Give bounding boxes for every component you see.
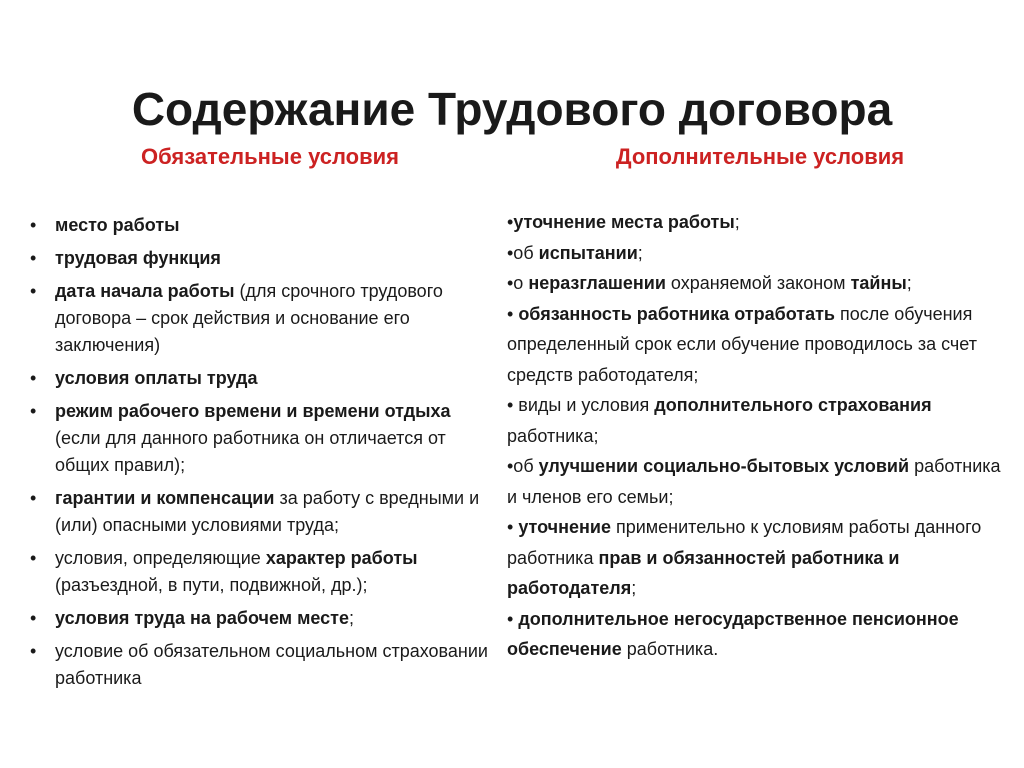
mandatory-conditions-heading: Обязательные условия	[141, 144, 399, 169]
additional-conditions-list	[507, 207, 1007, 665]
text: • виды и условия	[507, 395, 655, 415]
bold-text: характер работы	[265, 548, 418, 568]
text: •об	[507, 242, 539, 263]
bullet-icon: •	[30, 248, 37, 268]
bold-text: режим рабочего времени и времени отдыха	[55, 401, 451, 421]
list-item	[28, 398, 498, 479]
text: •	[507, 517, 519, 537]
bold-text: улучшении социально-бытовых условий	[538, 456, 910, 476]
bold-text: неразглашении	[528, 273, 666, 293]
text: условия, определяющие	[55, 548, 266, 568]
text: •	[507, 212, 514, 232]
text: ;	[349, 608, 355, 628]
text: •	[507, 608, 519, 629]
bullet-icon: •	[30, 215, 37, 235]
bullet-icon: •	[30, 641, 37, 661]
bold-text: место работы	[55, 215, 180, 235]
bold-text: уточнение	[518, 517, 611, 537]
list-item	[28, 545, 498, 599]
text: (если для данного работника он отличается от общих правил);	[55, 428, 446, 475]
bold-text: испытании	[538, 242, 638, 263]
list-item	[28, 212, 498, 239]
list-item	[507, 238, 1007, 269]
text: работника.	[621, 639, 719, 659]
bold-text: обязанность работника отработать	[518, 303, 835, 324]
bullet-icon: •	[30, 488, 37, 508]
bold-text: тайны	[850, 273, 907, 293]
bold-text: уточнение места работы	[513, 212, 735, 232]
list-item	[507, 207, 1007, 238]
text: ;	[734, 212, 740, 232]
text: •об	[507, 456, 539, 476]
text: работника и членов его семьи;	[507, 456, 1001, 507]
list-item	[507, 451, 1007, 512]
bold-text: условия труда на рабочем месте	[55, 608, 349, 628]
list-item	[507, 390, 1007, 451]
bold-text: прав и обязанностей работника и работодателя	[507, 547, 900, 598]
bullet-icon: •	[30, 281, 37, 301]
list-item	[28, 278, 498, 359]
list-item	[507, 299, 1007, 391]
bold-text: дополнительное негосударственное пенсионное обеспечение	[507, 608, 959, 659]
text: за работу с вредными и (или) опасными условиями труда;	[55, 488, 480, 535]
bullet-icon: •	[30, 368, 37, 388]
text: ;	[906, 273, 912, 293]
bullet-icon: •	[30, 401, 37, 421]
text: ;	[637, 242, 643, 263]
list-item	[28, 485, 498, 539]
bullet-icon: •	[30, 608, 37, 628]
bold-text: трудовая функция	[55, 248, 221, 268]
bold-text: условия оплаты труда	[55, 368, 258, 388]
list-item	[28, 245, 498, 272]
list-item	[28, 365, 498, 392]
text: •	[507, 303, 519, 324]
text: условие об обязательном социальном страховании работника	[55, 641, 488, 688]
text: работника;	[507, 425, 599, 446]
mandatory-conditions-list	[28, 212, 498, 698]
text: (разъездной, в пути, подвижной, др.);	[55, 575, 368, 595]
text: •о	[507, 273, 529, 293]
text: ;	[631, 578, 637, 598]
text: (для срочного трудового договора – срок действия и основание его заключения)	[55, 281, 443, 355]
list-item	[507, 604, 1007, 665]
additional-conditions-heading: Дополнительные условия	[615, 144, 905, 169]
page-title: Содержание Трудового договора	[131, 82, 893, 135]
text: охраняемой законом	[665, 273, 851, 293]
bold-text: дата начала работы	[55, 281, 235, 301]
bullet-icon: •	[30, 548, 37, 568]
bold-text: гарантии и компенсации	[55, 488, 275, 508]
list-item	[28, 638, 498, 692]
list-item	[507, 268, 1007, 299]
text: после обучения определенный срок если обучение проводилось за счет средств работодателя;	[507, 303, 977, 385]
list-item	[28, 605, 498, 632]
text: применительно к условиям работы данного работника	[507, 517, 982, 568]
list-item	[507, 512, 1007, 604]
bold-text: дополнительного страхования	[654, 395, 932, 415]
